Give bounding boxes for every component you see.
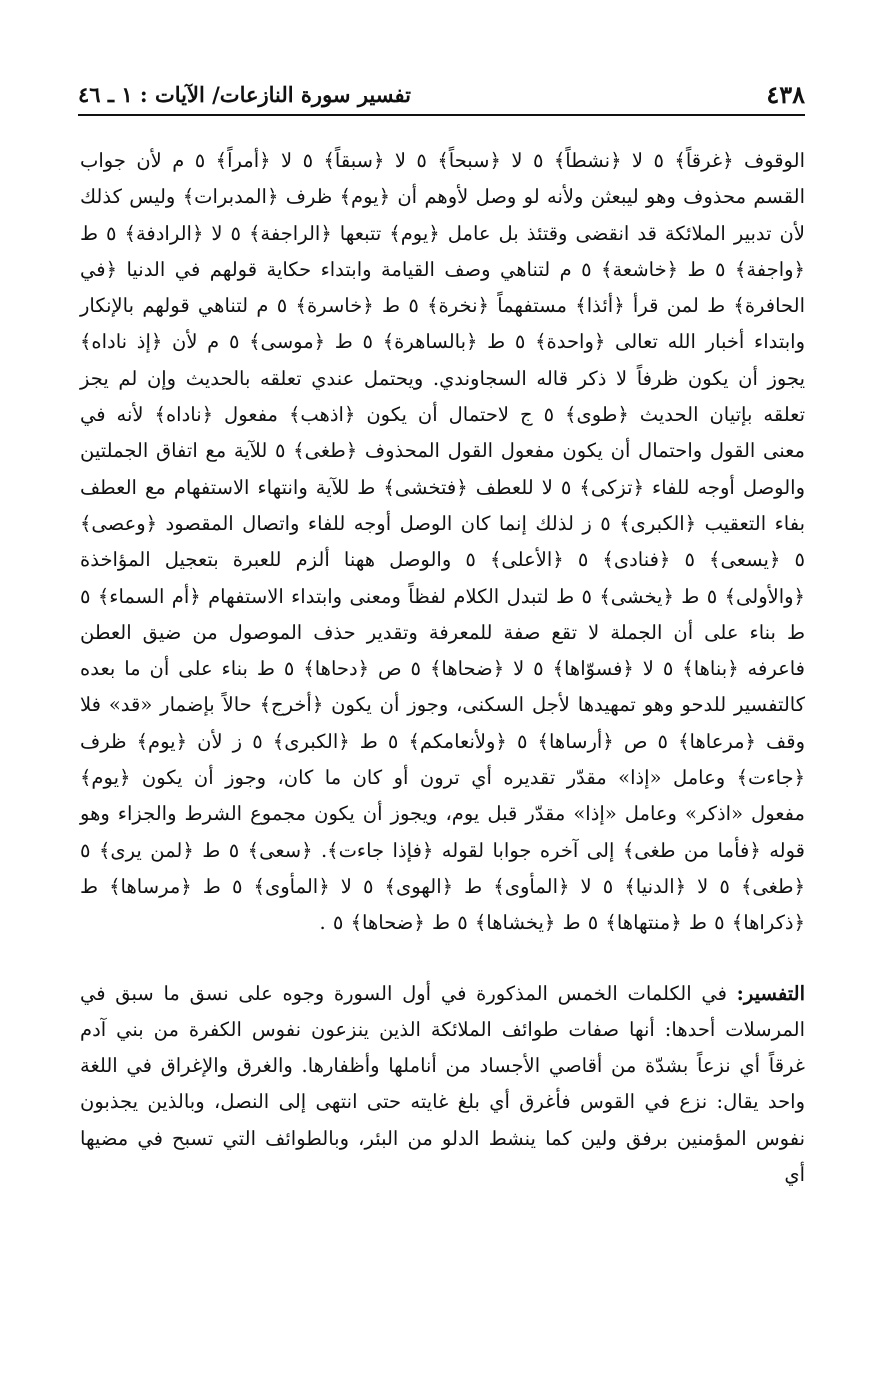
tafsir-text: في الكلمات الخمس المذكورة في أول السورة وجوه على نسق ما سبق في المرسلات أحدها: أنها صفات طوائف الملائكة الذين ينزعون نفوس الكفرة من بني آدم غرقاً أي نزعاً بشدّة من أقاصي الأجساد من أناملها وأظفارها. والغرق والإغراق في اللغة واحد يقال: نزع في القوس فأغرق أي بلغ غايته حتى انتهى إلى النصل، وبالذين يجذبون نفوس المؤمنين برفق ولين كما ينشط الدلو من البئر، وبالطوائف التي تسبح في مضيها أي [80, 981, 805, 1187]
page-header [78, 78, 805, 118]
waqf-paragraph [80, 143, 805, 942]
page-number: ٤٣٨ [766, 80, 805, 109]
tafsir-body [80, 976, 805, 1194]
tafsir-paragraph [80, 976, 805, 1194]
waqf-text: الوقوف ﴿غرقاً﴾ ٥ لا ﴿نشطاً﴾ ٥ لا ﴿سبحاً﴾ ٥ لا ﴿سبقاً﴾ ٥ لا ﴿أمراً﴾ ٥ م لأن جواب القسم محذوف وهو ليبعثن ولأنه لو وصل لأوهم أن ﴿يوم﴾ ظرف ﴿المدبرات﴾ وليس كذلك لأن تدبير الملائكة قد انقضى وقتئذ بل عامل ﴿يوم﴾ تتبعها ﴿الراجفة﴾ ٥ لا ﴿الرادفة﴾ ٥ ط ﴿واجفة﴾ ٥ ط ﴿خاشعة﴾ ٥ م لتناهي وصف القيامة وابتداء حكاية قولهم في الدنيا ﴿في الحافرة﴾ ط لمن قرأ ﴿أئذا﴾ مستفهماً ﴿نخرة﴾ ٥ ط ﴿خاسرة﴾ ٥ م لتناهي قولهم بالإنكار وابتداء أخبار الله تعالى ﴿واحدة﴾ ٥ ط ﴿بالساهرة﴾ ٥ ط ﴿موسى﴾ ٥ م لأن ﴿إذ ناداه﴾ يجوز أن يكون ظرفاً لا ذكر قاله السجاوندي. ويحتمل عندي تعلقه بالحديث وإن لم يجز تعلقه بإتيان الحديث ﴿طوى﴾ ٥ ج لاحتمال أن يكون ﴿اذهب﴾ مفعول ﴿ناداه﴾ لأنه في معنى القول واحتمال أن يكون مفعول القول المحذوف ﴿طغى﴾ ٥ للآية مع اتفاق الجملتين والوصل أوجه للفاء ﴿تزكى﴾ ٥ لا للعطف ﴿فتخشى﴾ ط للآية وانتهاء الاستفهام مع العطف بفاء التعقيب ﴿الكبرى﴾ ٥ ز لذلك إنما كان الوصل أوجه للفاء واتصال المقصود ﴿وعصى﴾ ٥ ﴿يسعى﴾ ٥ ﴿فنادى﴾ ٥ ﴿الأعلى﴾ ٥ والوصل ههنا ألزم للعبرة بتعجيل المؤاخذة ﴿والأولى﴾ ٥ ط ﴿يخشى﴾ ٥ ط لتبدل الكلام لفظاً ومعنى وابتداء الاستفهام ﴿أم السماء﴾ ٥ ط بناء على أن الجملة لا تقع صفة للمعرفة وتقدير حذف الموصول من ضيق العطن فاعرفه ﴿بناها﴾ ٥ لا ﴿فسوّاها﴾ ٥ لا ﴿ضحاها﴾ ٥ ص ﴿دحاها﴾ ٥ ط بناء على أن ما بعده كالتفسير للدحو وهو تمهيدها لأجل السكنى، وجوز أن يكون ﴿أخرج﴾ حالاً بإضمار «قد» فلا وقف ﴿مرعاها﴾ ٥ ص ﴿أرساها﴾ ٥ ﴿ولأنعامكم﴾ ٥ ط ﴿الكبرى﴾ ٥ ز لأن ﴿يوم﴾ ظرف ﴿جاءت﴾ وعامل «إذا» مقدّر تقديره أي ترون أو كان ما كان، وجوز أن يكون ﴿يوم﴾ مفعول «اذكر» وعامل «إذا» مقدّر قبل يوم، ويجوز أن يكون مجموع الشرط والجزاء وهو قوله ﴿فأما من طغى﴾ إلى آخره جوابا لقوله ﴿فإذا جاءت﴾. ﴿سعى﴾ ٥ ط ﴿لمن يرى﴾ ٥ ﴿طغى﴾ ٥ لا ﴿الدنيا﴾ ٥ لا ﴿المأوى﴾ ط ﴿الهوى﴾ ٥ لا ﴿المأوى﴾ ٥ ط ﴿مرساها﴾ ط ﴿ذكراها﴾ ٥ ط ﴿منتهاها﴾ ٥ ط ﴿يخشاها﴾ ٥ ط ﴿ضحاها﴾ ٥ . [80, 149, 805, 935]
tafsir-lead: التفسير: [736, 981, 805, 1005]
running-title: تفسير سورة النازعات/ الآيات : ١ ـ ٤٦ [78, 82, 411, 107]
header-rule [78, 114, 805, 116]
page-body [80, 143, 805, 1193]
